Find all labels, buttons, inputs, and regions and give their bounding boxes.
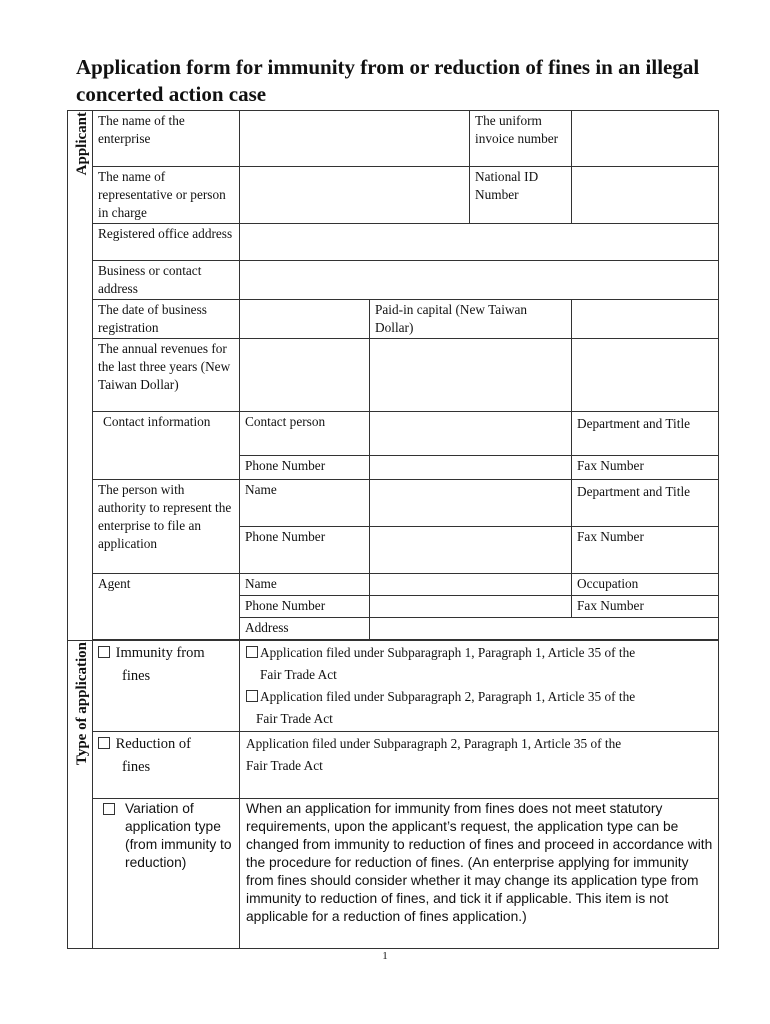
applicant-section-label: Applicant [68,111,93,641]
reduction-description: Application filed under Subparagraph 2, Paragraph 1, Article 35 of the Fair Trade Act [240,732,719,799]
national-id-label: National ID Number [470,167,572,224]
authorized-name-label: Name [240,480,370,527]
agent-fax-label: Fax Number [572,596,719,618]
variation-checkbox[interactable] [103,803,115,815]
immunity-sub-options [240,641,719,732]
page-number: 1 [382,950,388,962]
annual-revenues-year3-field[interactable] [572,339,719,412]
uniform-invoice-number-label: The uniform invoice number [470,111,572,167]
annual-revenues-label: The annual revenues for the last three years (New Taiwan Dollar) [93,339,240,412]
variation-of-application-option[interactable]: Variation of application type (from immunity to reduction) [93,799,240,949]
authorized-name-field[interactable] [370,480,572,527]
reduction-of-fines-option[interactable]: Reduction of fines [93,732,240,799]
contact-phone-field[interactable] [370,456,572,480]
authorized-person-label: The person with authority to represent the enterprise to file an application [93,480,240,574]
agent-phone-label: Phone Number [240,596,370,618]
contact-phone-label: Phone Number [240,456,370,480]
subparagraph2-checkbox[interactable] [246,690,258,702]
annual-revenues-year2-field[interactable] [370,339,572,412]
reduction-checkbox[interactable] [98,737,110,749]
agent-address-field[interactable] [370,618,719,640]
representative-name-field[interactable] [240,167,470,224]
business-address-field[interactable] [240,261,719,300]
contact-information-label: Contact information [93,412,240,480]
authorized-phone-field[interactable] [370,527,572,574]
authorized-phone-label: Phone Number [240,527,370,574]
authorized-department-title-label: Department and Title [572,480,719,527]
immunity-from-fines-option[interactable]: Immunity from fines [93,641,240,732]
agent-address-label: Address [240,618,370,640]
application-form-table [67,110,719,949]
registration-date-label: The date of business registration [93,300,240,339]
registration-date-field[interactable] [240,300,370,339]
agent-name-label: Name [240,574,370,596]
paid-in-capital-field[interactable] [572,300,719,339]
registered-office-label: Registered office address [93,224,240,261]
form-title: Application form for immunity from or reduction of fines in an illegal concerted action case [76,55,700,106]
contact-person-field[interactable] [370,412,572,456]
contact-person-label: Contact person [240,412,370,456]
immunity-subparagraph2-option[interactable]: Application filed under Subparagraph 2, Paragraph 1, Article 35 of the Fair Trade Act [246,686,713,730]
business-address-label: Business or contact address [93,261,240,300]
contact-fax-label: Fax Number [572,456,719,480]
annual-revenues-year1-field[interactable] [240,339,370,412]
subparagraph1-checkbox[interactable] [246,646,258,658]
registered-office-field[interactable] [240,224,719,261]
paid-in-capital-label: Paid-in capital (New Taiwan Dollar) [370,300,572,339]
agent-occupation-label: Occupation [572,574,719,596]
contact-department-title-label: Department and Title [572,412,719,456]
uniform-invoice-number-field[interactable] [572,111,719,167]
enterprise-name-field[interactable] [240,111,470,167]
authorized-fax-label: Fax Number [572,527,719,574]
type-of-application-section-label: Type of application [68,641,93,949]
enterprise-name-label: The name of the enterprise [93,111,240,167]
agent-name-field[interactable] [370,574,572,596]
immunity-subparagraph1-option[interactable]: Application filed under Subparagraph 1, Paragraph 1, Article 35 of the Fair Trade Act [246,642,713,686]
national-id-field[interactable] [572,167,719,224]
variation-description: When an application for immunity from fines does not meet statutory requirements, upon the applicant’s request, the application type can be changed from immunity to reduction of fines and proceed in accordance with the procedure for reduction of fines. (An enterprise applying for immunity from fines should consider whether it may change its application type from immunity to reduction of fines, and tick it if applicable. This item is not applicable for a reduction of fines application.) [240,799,719,949]
immunity-checkbox[interactable] [98,646,110,658]
agent-phone-field[interactable] [370,596,572,618]
representative-name-label: The name of representative or person in charge [93,167,240,224]
agent-label: Agent [93,574,240,640]
